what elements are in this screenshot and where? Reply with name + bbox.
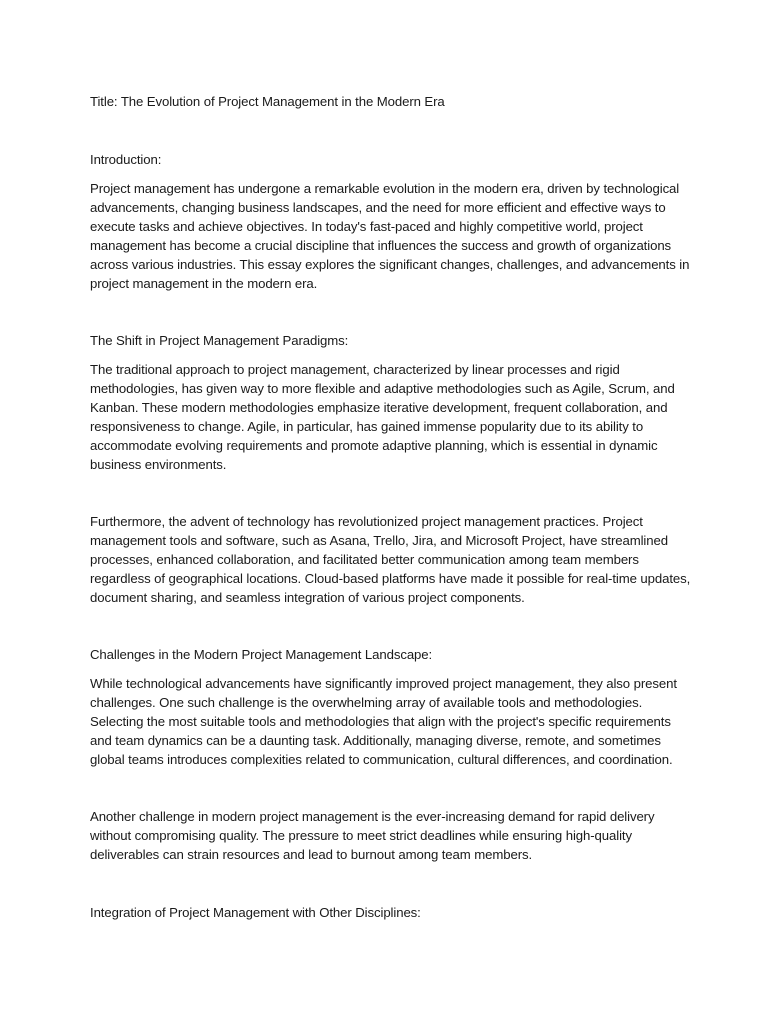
- paragraph-line: execute tasks and achieve objectives. In today's fast-paced and highly competitive world, project: [90, 219, 643, 234]
- paragraph-line: methodologies, has given way to more flexible and adaptive methodologies such as Agile, Scrum, and: [90, 381, 675, 396]
- paragraph-line: document sharing, and seamless integration of various project components.: [90, 590, 525, 605]
- paragraph-line: accommodate evolving requirements and promote adaptive planning, which is essential in dynamic: [90, 438, 658, 453]
- paragraph-line: business environments.: [90, 457, 227, 472]
- paragraph-shift: [90, 360, 682, 474]
- paragraph-line: Project management has undergone a remarkable evolution in the modern era, driven by technological: [90, 181, 680, 196]
- paragraph-technology: [90, 512, 691, 607]
- paragraph-line: responsiveness to change. Agile, in particular, has gained immense popularity due to its ability to: [90, 419, 644, 434]
- paragraph-challenges: [90, 674, 682, 769]
- paragraph-line: Kanban. These modern methodologies emphasize iterative development, frequent collaboration, and: [90, 400, 668, 415]
- paragraph-line: deliverables can strain resources and lead to burnout among team members.: [90, 847, 533, 862]
- paragraph-line: regardless of geographical locations. Cloud-based platforms have made it possible for real-time updates,: [90, 571, 691, 586]
- heading-integration: Integration of Project Management with Other Disciplines:: [90, 905, 421, 920]
- paragraph-line: Another challenge in modern project management is the ever-increasing demand for rapid delivery: [90, 809, 655, 824]
- paragraph-line: project management in the modern era.: [90, 276, 318, 291]
- paragraph-delivery: [90, 807, 682, 864]
- heading-challenges: Challenges in the Modern Project Management Landscape:: [90, 647, 433, 662]
- paragraph-line: global teams introduces complexities related to communication, cultural differences, and coordination.: [90, 752, 673, 767]
- paragraph-line: The traditional approach to project management, characterized by linear processes and rigid: [90, 362, 620, 377]
- paragraph-line: across various industries. This essay explores the significant changes, challenges, and advancements in: [90, 257, 690, 272]
- paragraph-line: management tools and software, such as Asana, Trello, Jira, and Microsoft Project, have streamlined: [90, 533, 668, 548]
- paragraph-line: processes, enhanced collaboration, and facilitated better communication among team members: [90, 552, 639, 567]
- paragraph-line: without compromising quality. The pressure to meet strict deadlines while ensuring high-quality: [90, 828, 632, 843]
- heading-introduction: Introduction:: [90, 152, 162, 167]
- paragraph-line: and team dynamics can be a daunting task. Additionally, managing diverse, remote, and sometimes: [90, 733, 661, 748]
- paragraph-introduction: [90, 179, 690, 293]
- paragraph-line: While technological advancements have significantly improved project management, they also present: [90, 676, 677, 691]
- document-title: Title: The Evolution of Project Management in the Modern Era: [90, 94, 445, 109]
- paragraph-line: advancements, changing business landscapes, and the need for more efficient and effective ways to: [90, 200, 666, 215]
- heading-shift: The Shift in Project Management Paradigms:: [90, 333, 349, 348]
- paragraph-line: challenges. One such challenge is the overwhelming array of available tools and methodologies.: [90, 695, 643, 710]
- paragraph-line: Furthermore, the advent of technology has revolutionized project management practices. Project: [90, 514, 643, 529]
- paragraph-line: Selecting the most suitable tools and methodologies that align with the project's specific requirements: [90, 714, 671, 729]
- paragraph-line: management has become a crucial discipline that influences the success and growth of organizations: [90, 238, 672, 253]
